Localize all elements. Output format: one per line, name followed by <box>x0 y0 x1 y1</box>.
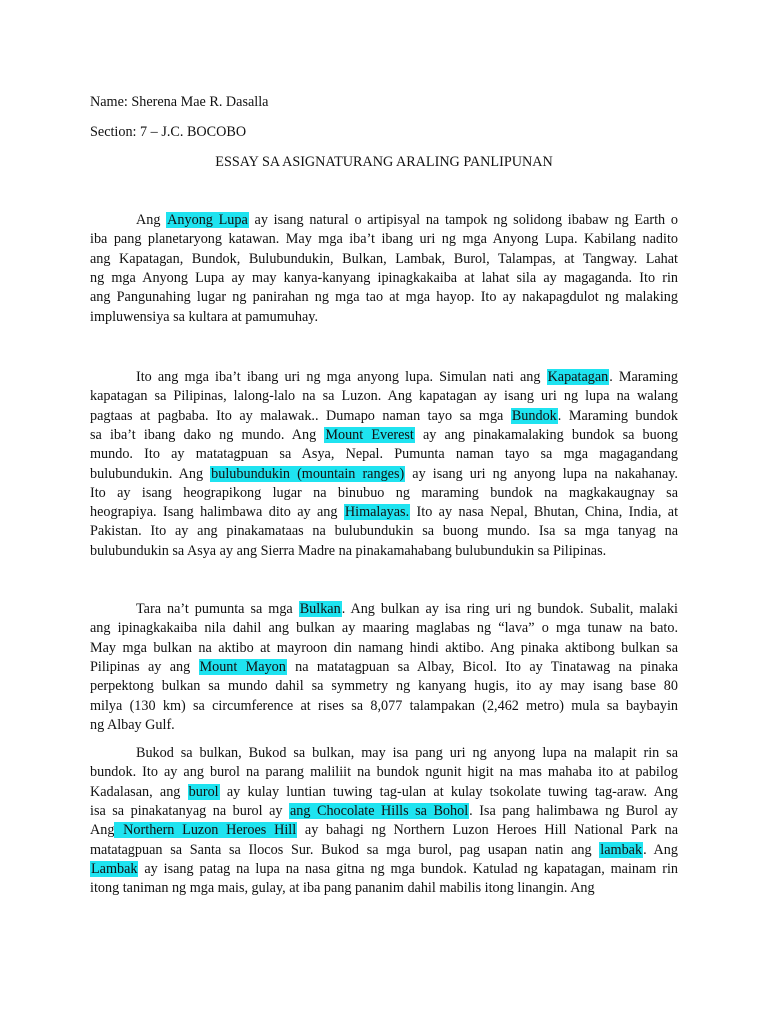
highlighted-term: Himalayas. <box>344 504 410 521</box>
text-run: . Isa pang halimbawa ng Burol ay <box>469 802 678 819</box>
text-run: ang Pangunahing lugar ng panirahan ng mga tao at mga hayop. Ito ay nakapagdulot ng malaking <box>90 289 678 306</box>
highlighted-term: Bulkan <box>299 601 341 617</box>
paragraph-line <box>90 308 678 327</box>
paragraph-line <box>136 600 678 619</box>
highlighted-term: Northern Luzon Heroes Hill <box>115 822 297 839</box>
text-run: Pakistan. Ito ay ang pinakamataas na bulubundukin sa buong mundo. Isa sa mga tanyag na <box>90 523 678 540</box>
paragraph-line <box>90 879 678 898</box>
paragraph-line <box>90 619 678 638</box>
highlighted-term: Bundok <box>511 407 557 424</box>
text-run: na matatagpuan sa Albay, Bicol. Ito ay Tinatawag na pinaka <box>286 658 679 675</box>
text-run: bundok. Ito ay ang burol na parang maliliit na bundok ngunit higit na mas mahaba ito at pabilog <box>90 764 678 781</box>
paragraph-line <box>90 407 678 426</box>
text-run: Ito ay nasa Nepal, Bhutan, China, India, at <box>410 504 679 521</box>
text-run: itong taniman ng mga mais, gulay, at iba pang pananim dahil mabilis itong linangin. Ang <box>90 880 595 897</box>
paragraph-line <box>90 230 678 249</box>
student-name: Name: Sherena Mae R. Dasalla <box>90 94 269 110</box>
paragraph-line <box>90 465 678 484</box>
highlighted-term: Mount Mayon <box>199 658 286 675</box>
paragraph-line <box>90 522 678 541</box>
text-run: kapatagan sa Pilipinas, lalong-lalo na sa Luzon. Ang kapatagan ay isang uri ng lupa na walang <box>90 388 678 405</box>
highlighted-term: Kapatagan <box>547 369 609 385</box>
paragraph-line <box>136 368 678 387</box>
text-run: Kadalasan, ang <box>90 783 188 800</box>
highlighted-term: burol <box>188 783 219 800</box>
paragraph-line <box>90 542 678 561</box>
text-run: . Ang <box>643 841 678 858</box>
text-run: ay kulay luntian tuwing tag-ulan at kulay tsokolate tuwing tag-araw. Ang <box>219 783 679 800</box>
text-run: bulubundukin. Ang <box>90 465 211 482</box>
paragraph-line <box>90 250 678 269</box>
text-run: ng Albay Gulf. <box>90 716 175 733</box>
paragraph-line <box>90 639 678 658</box>
paragraph-line <box>90 763 678 782</box>
highlighted-term: ang Chocolate Hills sa Bohol <box>290 802 469 819</box>
text-run: pagtaas at pagbaba. Ito ay malawak.. Dumapo naman tayo sa mga <box>90 407 511 424</box>
paragraph-line <box>90 860 678 879</box>
text-run: ng mga Anyong Lupa ay may kanya-kanyang ipinagkakaiba at lahat sila ay magaganda. Ito rin <box>90 269 678 286</box>
paragraph-line <box>90 484 678 503</box>
text-run: ang Kapatagan, Bundok, Bulubundukin, Bulkan, Lambak, Burol, Talampas, at Tangway. Lahat <box>90 250 678 267</box>
paragraph-line <box>136 744 678 763</box>
text-run: perpektong bulkan sa mundo dahil sa symmetry ng kanyang hugis, ito ay may isang base 80 <box>90 678 678 695</box>
text-run: . Maraming bundok <box>557 407 678 424</box>
paragraph-line <box>90 783 678 802</box>
text-run: Ito ang mga iba’t ibang uri ng mga anyong lupa. Simulan nati ang <box>136 369 547 385</box>
highlighted-term: Mount Everest <box>325 426 414 443</box>
essay-title: ESSAY SA ASIGNATURANG ARALING PANLIPUNAN <box>215 154 553 170</box>
text-run: Bukod sa bulkan, Bukod sa bulkan, may isa pang uri ng anyong lupa na malapit rin sa <box>136 745 678 761</box>
highlighted-term: Anyong Lupa <box>167 212 248 228</box>
text-run: ay bahagi ng Northern Luzon Heroes Hill National Park na <box>297 822 678 839</box>
text-run: Ito ay isang heograpikong lugar na binubuo ng maraming bundok na magkakaugnay sa <box>90 484 678 501</box>
text-run: bulubundukin sa Asya ay ang Sierra Madre na pinakamahabang bulubundukin sa Pilipinas. <box>90 542 607 559</box>
paragraph-line <box>90 841 678 860</box>
paragraph-line <box>90 426 678 445</box>
paragraph-line <box>90 677 678 696</box>
student-section: Section: 7 – J.C. BOCOBO <box>90 124 247 140</box>
paragraph-line <box>90 821 678 840</box>
paragraph-line <box>90 269 678 288</box>
text-run: ay isang patag na lupa na nasa gitna ng mga bundok. Katulad ng kapatagan, mainam rin <box>138 860 678 877</box>
text-run: ay isang uri ng anyong lupa na nakahanay. <box>405 465 678 482</box>
text-run: ang ipinagkakaiba nila dahil ang bulkan ay maaring maglabas ng “lava” o mga tunaw na bato. <box>90 620 678 637</box>
text-run: impluwensiya sa kultara at pamumuhay. <box>90 308 318 325</box>
text-run: Tara na’t pumunta sa mga <box>136 601 299 617</box>
highlighted-term: Lambak <box>91 860 138 877</box>
paragraph-line <box>90 288 678 307</box>
paragraph-line <box>90 697 678 716</box>
text-run: isa sa pinakatanyag na burol ay <box>90 802 289 819</box>
text-run: Ang <box>136 212 167 228</box>
text-run: . Maraming <box>609 369 678 385</box>
text-run: mundo. Ito ay matatagpuan sa Asya, Nepal. Pumunta naman tayo sa mga magagandang <box>90 446 678 463</box>
text-run: sa iba’t ibang dako ng mundo. Ang <box>90 426 325 443</box>
text-run: iba pang planetaryong katawan. May mga iba’t ibang uri ng mga Anyong Lupa. Kabilang nadito <box>90 231 678 248</box>
paragraph-line <box>136 211 678 230</box>
paragraph-line <box>90 716 678 735</box>
paragraph-line <box>90 658 678 677</box>
text-run: matatagpuan sa Santa sa Ilocos Sur. Bukod sa mga burol, pag usapan natin ang <box>90 841 600 858</box>
text-run: . Ang bulkan ay isa ring uri ng bundok. Subalit, malaki <box>341 601 678 617</box>
paragraph-line <box>90 802 678 821</box>
paragraph-line <box>90 445 678 464</box>
text-run: Pilipinas ay ang <box>90 658 199 675</box>
text-run: Ang <box>90 822 115 839</box>
text-run: milya (130 km) sa circumference at rises sa 8,077 talampakan (2,462 metro) mula sa baybayin <box>90 697 678 714</box>
highlighted-term: lambak <box>600 841 643 858</box>
text-run: ay ang pinakamalaking bundok sa buong <box>414 426 678 443</box>
highlighted-term: bulubundukin (mountain ranges) <box>211 465 405 482</box>
paragraph-line <box>90 503 678 522</box>
paragraph-line <box>90 387 678 406</box>
text-run: ay isang natural o artipisyal na tampok ng solidong ibabaw ng Earth o <box>248 212 678 228</box>
text-run: May mga bulkan na aktibo at mayroon din namang hindi aktibo. Ang pinaka aktibong bulkan sa <box>90 639 678 656</box>
text-run: heograpiya. Isang halimbawa dito ay ang <box>90 504 344 521</box>
